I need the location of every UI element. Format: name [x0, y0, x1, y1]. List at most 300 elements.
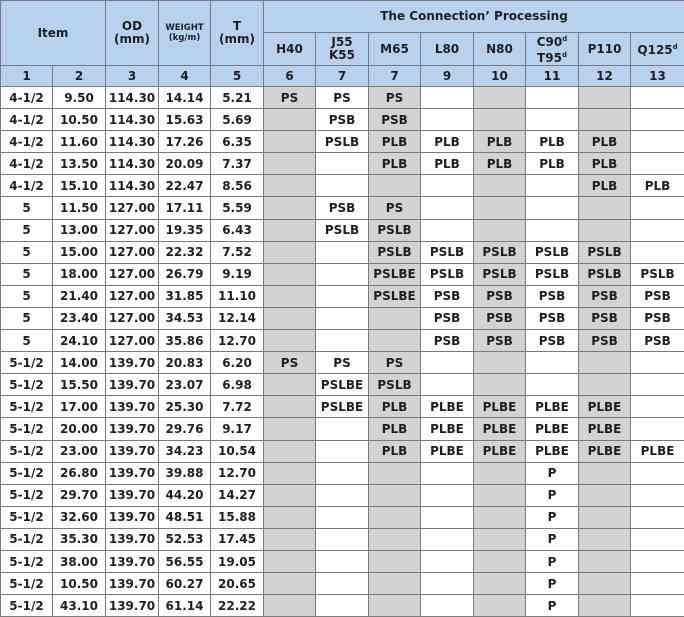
column-number: 7 — [369, 66, 421, 87]
table-cell: PLB — [474, 153, 526, 175]
grade-j55: J55 — [331, 35, 352, 49]
weight-label: WEIGHT — [165, 23, 203, 33]
table-cell: PSB — [316, 197, 369, 219]
table-cell: PSB — [474, 330, 526, 352]
table-cell: 56.55 — [159, 550, 211, 572]
table-cell — [316, 241, 369, 263]
table-cell: 139.70 — [106, 550, 159, 572]
table-cell — [264, 573, 316, 595]
column-number: 1 — [1, 66, 53, 87]
table-cell — [316, 550, 369, 572]
table-cell — [264, 462, 316, 484]
table-row — [1, 595, 684, 617]
t-header — [211, 1, 264, 66]
table-cell — [631, 352, 684, 374]
table-cell: 52.53 — [159, 528, 211, 550]
table-cell — [631, 396, 684, 418]
table-cell: 5.21 — [211, 87, 264, 109]
table-cell: 114.30 — [106, 87, 159, 109]
table-cell: PSLB — [526, 263, 579, 285]
table-cell — [579, 352, 631, 374]
table-cell: PSLB — [369, 241, 421, 263]
table-cell — [579, 462, 631, 484]
table-cell — [474, 484, 526, 506]
table-row — [1, 330, 684, 352]
table-cell — [579, 573, 631, 595]
table-cell — [264, 175, 316, 197]
column-number: 10 — [474, 66, 526, 87]
table-cell — [579, 374, 631, 396]
table-cell: PLBE — [579, 418, 631, 440]
table-cell — [316, 153, 369, 175]
table-cell: 6.98 — [211, 374, 264, 396]
table-cell: 10.50 — [53, 573, 106, 595]
column-number: 7 — [316, 66, 369, 87]
table-cell: 127.00 — [106, 263, 159, 285]
table-cell — [421, 528, 474, 550]
table-cell: 19.05 — [211, 550, 264, 572]
table-cell: PSB — [526, 330, 579, 352]
table-cell: PLB — [369, 153, 421, 175]
column-number-row — [1, 66, 684, 87]
table-cell — [264, 440, 316, 462]
table-cell: PSB — [316, 109, 369, 131]
table-row — [1, 374, 684, 396]
table-cell: 5-1/2 — [1, 550, 53, 572]
grade-k55: K55 — [329, 48, 355, 62]
table-cell — [474, 197, 526, 219]
table-cell — [631, 506, 684, 528]
table-cell: 23.00 — [53, 440, 106, 462]
table-cell: PSB — [421, 307, 474, 329]
table-cell: P — [526, 573, 579, 595]
table-cell: 35.86 — [159, 330, 211, 352]
table-cell — [264, 484, 316, 506]
table-cell — [369, 484, 421, 506]
table-cell: 34.23 — [159, 440, 211, 462]
table-cell: PSB — [474, 285, 526, 307]
table-cell: 29.70 — [53, 484, 106, 506]
table-cell: PLB — [369, 396, 421, 418]
table-cell: 4-1/2 — [1, 131, 53, 153]
table-cell — [474, 175, 526, 197]
table-cell: PLBE — [526, 440, 579, 462]
table-cell — [421, 462, 474, 484]
table-row — [1, 219, 684, 241]
table-row — [1, 418, 684, 440]
table-cell: PSLB — [579, 263, 631, 285]
grade-n80: N80 — [474, 33, 526, 66]
table-cell: PLB — [421, 153, 474, 175]
grade-t95: T95 — [537, 51, 562, 65]
table-cell: 14.00 — [53, 352, 106, 374]
grade-q125 — [631, 33, 684, 66]
table-cell: 10.54 — [211, 440, 264, 462]
table-row — [1, 573, 684, 595]
table-cell — [474, 506, 526, 528]
table-cell: 5 — [1, 197, 53, 219]
table-cell: 5-1/2 — [1, 573, 53, 595]
table-cell: PSLB — [474, 263, 526, 285]
table-cell: 6.20 — [211, 352, 264, 374]
table-cell: PSLB — [474, 241, 526, 263]
table-cell: PLBE — [526, 418, 579, 440]
table-cell: 5-1/2 — [1, 506, 53, 528]
table-cell — [579, 109, 631, 131]
table-cell: PSLB — [421, 241, 474, 263]
table-cell: 15.63 — [159, 109, 211, 131]
table-cell: 127.00 — [106, 285, 159, 307]
table-cell — [474, 528, 526, 550]
t-label: T — [233, 19, 241, 33]
table-cell: PSLB — [369, 374, 421, 396]
table-cell — [579, 595, 631, 617]
table-cell: PS — [264, 87, 316, 109]
table-cell: PLB — [526, 131, 579, 153]
table-row — [1, 109, 684, 131]
table-cell: 139.70 — [106, 374, 159, 396]
table-cell — [421, 374, 474, 396]
footnote-mark: d — [673, 43, 678, 51]
table-cell: 20.65 — [211, 573, 264, 595]
table-cell: PS — [369, 352, 421, 374]
table-cell — [631, 550, 684, 572]
table-cell: PLB — [526, 153, 579, 175]
table-cell: PSB — [369, 109, 421, 131]
column-number: 5 — [211, 66, 264, 87]
table-cell: 127.00 — [106, 241, 159, 263]
table-cell: 22.22 — [211, 595, 264, 617]
table-cell: 25.30 — [159, 396, 211, 418]
table-cell: 4-1/2 — [1, 175, 53, 197]
table-cell — [631, 197, 684, 219]
table-cell: PLB — [369, 418, 421, 440]
table-cell — [526, 109, 579, 131]
table-cell — [579, 550, 631, 572]
table-cell: 139.70 — [106, 484, 159, 506]
t-unit: (mm) — [219, 32, 255, 46]
table-cell: PLB — [369, 131, 421, 153]
table-cell — [316, 440, 369, 462]
table-cell: 5 — [1, 241, 53, 263]
column-number: 4 — [159, 66, 211, 87]
table-cell: 127.00 — [106, 197, 159, 219]
table-cell: 114.30 — [106, 131, 159, 153]
table-cell: 5-1/2 — [1, 352, 53, 374]
table-cell: 15.88 — [211, 506, 264, 528]
table-cell — [421, 175, 474, 197]
table-cell: PLBE — [631, 440, 684, 462]
table-cell — [631, 241, 684, 263]
table-cell: 4-1/2 — [1, 109, 53, 131]
table-cell — [264, 550, 316, 572]
table-cell — [369, 528, 421, 550]
table-cell: P — [526, 550, 579, 572]
table-cell — [474, 109, 526, 131]
table-cell: 7.37 — [211, 153, 264, 175]
table-row — [1, 153, 684, 175]
table-cell: PSLB — [526, 241, 579, 263]
table-cell: 20.00 — [53, 418, 106, 440]
table-cell: 20.09 — [159, 153, 211, 175]
table-cell: 139.70 — [106, 352, 159, 374]
table-cell: 21.40 — [53, 285, 106, 307]
table-cell — [264, 307, 316, 329]
table-cell — [631, 462, 684, 484]
table-cell: PLBE — [526, 396, 579, 418]
table-cell — [316, 175, 369, 197]
grade-l80: L80 — [421, 33, 474, 66]
table-cell: 4-1/2 — [1, 153, 53, 175]
table-cell: 15.00 — [53, 241, 106, 263]
table-cell: PSB — [631, 307, 684, 329]
table-cell: PLBE — [474, 440, 526, 462]
table-cell: PLBE — [421, 396, 474, 418]
table-cell — [316, 418, 369, 440]
table-cell: PLB — [579, 175, 631, 197]
table-cell: 15.10 — [53, 175, 106, 197]
table-cell: 5-1/2 — [1, 396, 53, 418]
table-cell — [369, 462, 421, 484]
table-row — [1, 263, 684, 285]
column-number: 3 — [106, 66, 159, 87]
table-cell: 38.00 — [53, 550, 106, 572]
table-cell: 5.59 — [211, 197, 264, 219]
table-cell: 5 — [1, 330, 53, 352]
table-row — [1, 285, 684, 307]
table-cell — [474, 352, 526, 374]
grade-m65: M65 — [369, 33, 421, 66]
table-cell: 9.50 — [53, 87, 106, 109]
table-cell: PSLB — [631, 263, 684, 285]
table-cell — [474, 374, 526, 396]
table-cell: 139.70 — [106, 396, 159, 418]
table-cell: 5 — [1, 263, 53, 285]
table-cell: 22.32 — [159, 241, 211, 263]
table-cell: P — [526, 462, 579, 484]
table-cell: 10.50 — [53, 109, 106, 131]
weight-header — [159, 1, 211, 66]
table-cell — [316, 573, 369, 595]
footnote-mark: d — [562, 51, 567, 59]
table-cell: 12.70 — [211, 462, 264, 484]
table-cell: 48.51 — [159, 506, 211, 528]
table-cell: PSB — [526, 307, 579, 329]
column-number: 2 — [53, 66, 106, 87]
table-cell: 17.00 — [53, 396, 106, 418]
grade-h40: H40 — [264, 33, 316, 66]
table-cell: 9.19 — [211, 263, 264, 285]
table-cell — [631, 595, 684, 617]
table-cell — [631, 528, 684, 550]
table-cell — [421, 197, 474, 219]
table-cell: 6.43 — [211, 219, 264, 241]
table-cell — [526, 352, 579, 374]
table-cell: 32.60 — [53, 506, 106, 528]
weight-unit: (kg/m) — [169, 33, 200, 43]
table-cell: 11.10 — [211, 285, 264, 307]
table-cell: PS — [316, 352, 369, 374]
table-cell — [264, 418, 316, 440]
table-cell: 61.14 — [159, 595, 211, 617]
table-cell: PLBE — [421, 440, 474, 462]
table-cell — [369, 573, 421, 595]
table-cell: 5-1/2 — [1, 528, 53, 550]
column-number: 12 — [579, 66, 631, 87]
table-cell — [264, 241, 316, 263]
table-cell — [316, 595, 369, 617]
table-cell: 114.30 — [106, 153, 159, 175]
table-cell: PS — [369, 197, 421, 219]
table-cell — [316, 528, 369, 550]
table-cell: 139.70 — [106, 595, 159, 617]
table-cell: PSB — [526, 285, 579, 307]
table-cell: 139.70 — [106, 573, 159, 595]
table-cell: PLBE — [579, 396, 631, 418]
table-cell: 7.72 — [211, 396, 264, 418]
table-cell — [316, 484, 369, 506]
table-cell — [264, 374, 316, 396]
od-header — [106, 1, 159, 66]
table-cell: 5-1/2 — [1, 595, 53, 617]
table-cell: P — [526, 528, 579, 550]
table-row — [1, 440, 684, 462]
grade-q125-label: Q125 — [637, 43, 672, 57]
table-cell: 12.14 — [211, 307, 264, 329]
table-cell — [526, 175, 579, 197]
table-row — [1, 396, 684, 418]
item-header: Item — [1, 1, 106, 66]
table-cell — [474, 462, 526, 484]
table-cell: PSLBE — [369, 285, 421, 307]
table-cell — [474, 595, 526, 617]
table-cell: PLB — [369, 440, 421, 462]
table-cell — [316, 462, 369, 484]
table-cell: 5-1/2 — [1, 440, 53, 462]
table-row — [1, 352, 684, 374]
table-cell — [474, 573, 526, 595]
table-cell: PLB — [421, 131, 474, 153]
table-cell: 139.70 — [106, 418, 159, 440]
table-cell — [631, 131, 684, 153]
table-cell: PLBE — [474, 396, 526, 418]
table-cell — [421, 550, 474, 572]
table-cell — [474, 87, 526, 109]
table-cell — [421, 109, 474, 131]
table-cell: PLBE — [474, 418, 526, 440]
od-unit: (mm) — [114, 32, 150, 46]
table-cell: 5-1/2 — [1, 418, 53, 440]
table-cell: PSB — [579, 285, 631, 307]
table-cell: PS — [264, 352, 316, 374]
grade-c90: C90 — [537, 35, 563, 49]
table-cell: 35.30 — [53, 528, 106, 550]
table-cell: PLBE — [579, 440, 631, 462]
table-cell: 20.83 — [159, 352, 211, 374]
table-cell — [579, 484, 631, 506]
table-cell — [631, 484, 684, 506]
table-cell: 19.35 — [159, 219, 211, 241]
table-cell — [579, 219, 631, 241]
table-cell: PSLB — [316, 131, 369, 153]
table-cell — [421, 219, 474, 241]
table-cell — [264, 131, 316, 153]
table-cell: PSB — [579, 307, 631, 329]
table-cell — [264, 197, 316, 219]
table-cell — [631, 87, 684, 109]
table-cell — [631, 219, 684, 241]
table-cell: 6.35 — [211, 131, 264, 153]
connection-processing-header: The Connection’ Processing — [264, 1, 684, 33]
column-number: 13 — [631, 66, 684, 87]
table-cell — [579, 197, 631, 219]
table-cell — [421, 573, 474, 595]
table-cell: PSLBE — [316, 374, 369, 396]
table-cell: 17.11 — [159, 197, 211, 219]
table-cell — [631, 109, 684, 131]
table-cell: PLB — [474, 131, 526, 153]
table-cell — [369, 595, 421, 617]
table-body — [1, 87, 684, 617]
table-cell — [631, 573, 684, 595]
table-cell — [264, 153, 316, 175]
table-cell — [264, 595, 316, 617]
table-cell: 34.53 — [159, 307, 211, 329]
table-cell — [526, 87, 579, 109]
table-cell: 24.10 — [53, 330, 106, 352]
table-row — [1, 87, 684, 109]
table-cell — [316, 307, 369, 329]
table-cell: 5-1/2 — [1, 462, 53, 484]
grade-j55-k55 — [316, 33, 369, 66]
table-cell: 13.00 — [53, 219, 106, 241]
table-cell: 139.70 — [106, 528, 159, 550]
table-cell: PS — [316, 87, 369, 109]
table-cell: 127.00 — [106, 307, 159, 329]
table-cell — [264, 396, 316, 418]
table-cell — [369, 330, 421, 352]
table-row — [1, 550, 684, 572]
table-cell: PLB — [579, 153, 631, 175]
table-cell: PLB — [631, 175, 684, 197]
table-cell — [526, 374, 579, 396]
table-cell — [579, 506, 631, 528]
table-cell: 114.30 — [106, 109, 159, 131]
table-cell: 14.27 — [211, 484, 264, 506]
table-cell — [526, 219, 579, 241]
table-cell: 11.60 — [53, 131, 106, 153]
table-cell — [421, 352, 474, 374]
table-cell: PSLBE — [316, 396, 369, 418]
table-cell: 5-1/2 — [1, 374, 53, 396]
table-cell: 139.70 — [106, 440, 159, 462]
table-row — [1, 484, 684, 506]
table-cell: PSB — [579, 330, 631, 352]
grade-c90-t95 — [526, 33, 579, 66]
table-cell: PS — [369, 87, 421, 109]
column-number: 6 — [264, 66, 316, 87]
table-cell — [421, 87, 474, 109]
table-cell: 5 — [1, 307, 53, 329]
table-cell: PSLBE — [369, 263, 421, 285]
table-cell: PSB — [421, 330, 474, 352]
table-cell: 127.00 — [106, 219, 159, 241]
table-cell — [316, 285, 369, 307]
table-cell: PSLB — [369, 219, 421, 241]
column-number: 9 — [421, 66, 474, 87]
grade-p110: P110 — [579, 33, 631, 66]
table-cell: 39.88 — [159, 462, 211, 484]
